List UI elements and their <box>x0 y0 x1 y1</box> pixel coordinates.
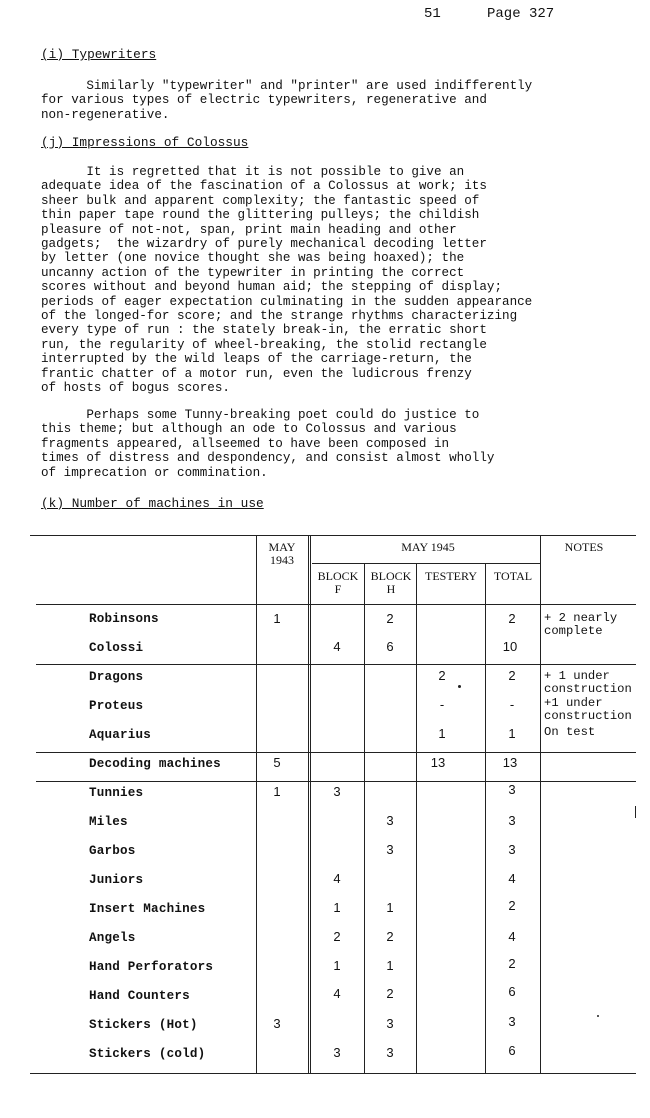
table-cell-block-h: 1 <box>386 900 394 915</box>
table-row-label: Proteus <box>89 699 144 713</box>
table-cell-block-f: 4 <box>333 986 341 1001</box>
header-notes: NOTES <box>564 540 604 554</box>
table-row-label: Aquarius <box>89 728 152 742</box>
table-cell-total: 1 <box>508 726 516 741</box>
table-cell-total: 4 <box>508 929 516 944</box>
table-cell-notes: + 2 nearly complete <box>544 611 618 638</box>
section-heading-machines: (k) Number of machines in use <box>41 496 264 511</box>
table-cell-block-f: 1 <box>333 900 341 915</box>
table-cell-block-f: 3 <box>333 784 341 799</box>
table-row-label: Decoding machines <box>89 757 221 771</box>
table-col-rule-4 <box>416 563 417 1073</box>
table-row-label: Hand Counters <box>89 989 190 1003</box>
table-row-label: Angels <box>89 931 136 945</box>
margin-stroke <box>635 806 636 818</box>
table-row-label: Dragons <box>89 670 144 684</box>
paragraph-typewriters: Similarly "typewriter" and "printer" are used indifferently for various types of electric typewriters, regenerative and non-regenerative. <box>41 79 533 122</box>
table-row-label: Robinsons <box>89 612 159 626</box>
table-rule-subheader <box>312 563 540 564</box>
table-cell-may1943: 1 <box>273 784 281 799</box>
table-col-rule-2 <box>308 535 311 1073</box>
table-cell-block-h: 2 <box>386 929 394 944</box>
header-may-1945: MAY 1945 <box>401 540 455 554</box>
table-cell-block-f: 4 <box>333 639 341 654</box>
table-cell-block-h: 2 <box>386 611 394 626</box>
table-cell-may1943: 3 <box>273 1016 281 1031</box>
table-cell-block-h: 3 <box>386 1045 394 1060</box>
table-col-rule-6 <box>540 535 541 1073</box>
table-cell-may1943: 1 <box>273 611 281 626</box>
table-cell-block-h: 2 <box>386 986 394 1001</box>
table-cell-total: 13 <box>502 755 518 770</box>
table-cell-block-h: 1 <box>386 958 394 973</box>
table-rule-top <box>30 535 636 536</box>
table-cell-total: 2 <box>508 611 516 626</box>
header-testery: TESTERY <box>424 569 477 583</box>
table-col-rule-3 <box>364 563 365 1073</box>
table-cell-total: - <box>509 697 515 712</box>
table-cell-block-f: 2 <box>333 929 341 944</box>
table-cell-block-f: 1 <box>333 958 341 973</box>
table-rule-header <box>36 604 636 605</box>
table-cell-total: 2 <box>508 668 516 683</box>
table-cell-notes: On test <box>544 725 596 739</box>
table-rule-group3 <box>36 781 636 782</box>
table-rule-bottom <box>30 1073 636 1074</box>
page-number: 51 <box>424 6 441 22</box>
table-rule-group1 <box>36 664 636 665</box>
table-rule-group2 <box>36 752 636 753</box>
table-cell-testery: - <box>439 697 445 712</box>
table-cell-total: 10 <box>502 639 518 654</box>
table-row-label: Stickers (Hot) <box>89 1018 198 1032</box>
header-block-h: BLOCK H <box>370 569 412 596</box>
table-row-label: Juniors <box>89 873 144 887</box>
table-cell-total: 3 <box>508 842 516 857</box>
table-cell-total: 4 <box>508 871 516 886</box>
section-heading-impressions: (j) Impressions of Colossus <box>41 135 249 150</box>
table-row-label: Hand Perforators <box>89 960 214 974</box>
table-cell-notes: + 1 under construction <box>544 669 632 696</box>
table-cell-testery: 13 <box>430 755 446 770</box>
table-cell-block-f: 4 <box>333 871 341 886</box>
header-block-f: BLOCK F <box>317 569 359 596</box>
table-row-label: Tunnies <box>89 786 144 800</box>
table-cell-block-h: 3 <box>386 813 394 828</box>
table-cell-total: 2 <box>508 956 516 971</box>
paragraph-tunny-poet: Perhaps some Tunny-breaking poet could do justice to this theme; but although an ode to Colossus and various fragments appeared, allseemed to have been composed in times of distress and despondency, and consist almost wholly of imprecation or commination. <box>41 408 495 480</box>
section-heading-typewriters: (i) Typewriters <box>41 47 157 62</box>
table-cell-may1943: 5 <box>273 755 281 770</box>
table-cell-total: 2 <box>508 898 516 913</box>
table-row-label: Stickers (cold) <box>89 1047 206 1061</box>
table-cell-block-h: 3 <box>386 842 394 857</box>
table-row-label: Miles <box>89 815 128 829</box>
table-cell-block-f: 3 <box>333 1045 341 1060</box>
table-cell-block-h: 6 <box>386 639 394 654</box>
table-cell-testery: 2 <box>438 668 446 683</box>
table-cell-testery: 1 <box>438 726 446 741</box>
table-cell-total: 6 <box>508 1043 516 1058</box>
table-row-label: Insert Machines <box>89 902 206 916</box>
table-row-label: Colossi <box>89 641 144 655</box>
ink-dot <box>458 685 461 688</box>
header-total: TOTAL <box>493 569 533 583</box>
table-cell-total: 6 <box>508 984 516 999</box>
header-may-1943: MAY 1943 <box>268 540 296 567</box>
table-col-rule-5 <box>485 563 486 1073</box>
table-cell-block-h: 3 <box>386 1016 394 1031</box>
table-row-label: Garbos <box>89 844 136 858</box>
table-cell-total: 3 <box>508 813 516 828</box>
page-label: Page 327 <box>487 6 555 22</box>
table-cell-total: 3 <box>508 1014 516 1029</box>
table-cell-total: 3 <box>508 782 516 797</box>
paragraph-impressions: It is regretted that it is not possible to give an adequate idea of the fascination of a Colossus at work; its sheer bulk and apparent complexity; the fantastic speed of thin paper tape round the glittering pulleys; the childish pleasure of not-not, span, print main heading and other gadgets; the wizardry of purely mechanical decoding letter by letter (one novice thought she was being hoaxed); the uncanny action of the typewriter in printing the correct scores without and beyond human aid; the stepping of display; periods of eager expectation culminating in the sudden appearance of the longed-for score; and the strange rhythms characterizing every type of run : the stately break-in, the erratic short run, the regularity of wheel-breaking, the stolid rectangle interrupted by the wild leaps of the carriage-return, the frantic chatter of a motor run, even the ludicrous frenzy of hosts of bogus scores. <box>41 165 533 396</box>
table-cell-notes: +1 under construction <box>544 696 632 723</box>
ink-dot <box>597 1015 599 1017</box>
